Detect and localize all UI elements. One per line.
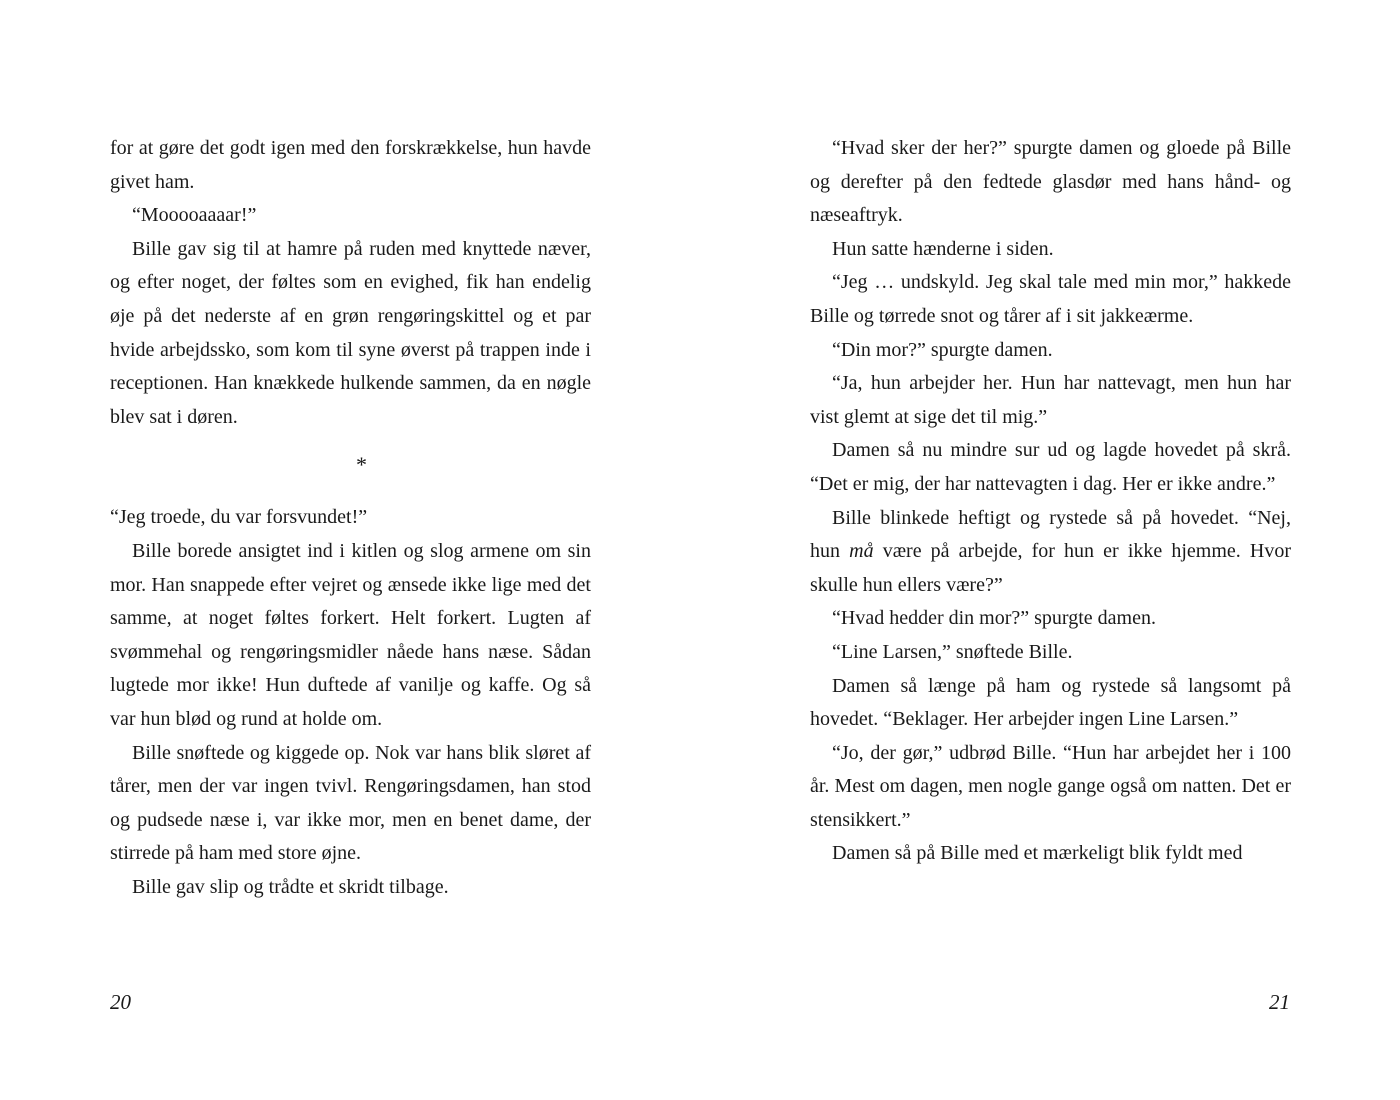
paragraph: Damen så på Bille med et mærkeligt blik fyldt med [832,842,1243,865]
paragraph: “Hvad hedder din mor?” spurgte damen. [832,607,1156,630]
left-text-after-break [110,501,591,904]
left-page [110,132,591,904]
left-text-before-break [110,132,591,434]
paragraph: Bille borede ansigtet ind i kitlen og slog armene om sin mor. Han snappede efter vejret og ænsede ikke lige med det samme, at noget føltes forkert. Helt forkert. Lugten af svømmehal og rengøringsmidler nåede hans næse. Sådan lugtede mor ikke! Hun duftede af vanilje og kaffe. Og så var hun blød og rund at holde om. [110,539,591,730]
paragraph: Bille gav sig til at hamre på ruden med knyttede næver, og efter noget, der føltes som en evighed, fik han endelig øje på det nederste af en grøn rengøringskittel og et par hvide arbejdssko, som kom til syne øverst på trappen inde i receptionen. Han knækkede hulkende sammen, da en nøgle blev sat i døren. [110,237,591,428]
paragraph: “Hvad sker der her?” spurgte damen og gloede på Bille og derefter på den fedtede glasdør med hans hånd- og næseaftryk. [810,137,1291,227]
text-run: Bille blinkede heftigt og rystede så på hovedet. “Nej, hun [810,506,1291,563]
scene-break-asterisk: * [356,452,367,478]
emphasized-word: må [849,540,874,563]
page-number-left: 20 [110,990,131,1014]
paragraph: “Din mor?” spurgte damen. [832,338,1053,361]
paragraph: “Line Larsen,” snøftede Bille. [832,640,1073,663]
paragraph: for at gøre det godt igen med den forskrækkelse, hun havde givet ham. [110,137,591,193]
paragraph-with-emphasis [810,502,1291,603]
paragraph: “Ja, hun arbejder her. Hun har nattevagt, men hun har vist glemt at sige det til mig.” [810,372,1291,428]
paragraph: Hun satte hænderne i siden. [832,237,1054,260]
right-text [810,132,1291,871]
paragraph: “Mooooaaaar!” [132,204,257,227]
paragraph: “Jeg troede, du var forsvundet!” [110,506,368,529]
paragraph: Bille snøftede og kiggede op. Nok var hans blik sløret af tårer, men der var ingen tvivl. Rengøringsdamen, han stod og pudsede næse i, var ikke mor, men en benet dame, der stirrede på ham med store øjne. [110,741,591,865]
paragraph: Bille gav slip og trådte et skridt tilbage. [132,875,449,898]
right-page [810,132,1291,871]
paragraph: Damen så nu mindre sur ud og lagde hovedet på skrå. “Det er mig, der har nattevagten i dag. Her er ikke andre.” [810,439,1291,495]
paragraph: Damen så længe på ham og rystede så langsomt på hovedet. “Beklager. Her arbejder ingen Line Larsen.” [810,674,1291,731]
paragraph: “Jeg … undskyld. Jeg skal tale med min mor,” hakkede Bille og tørrede snot og tårer af i sit jakkeærme. [810,271,1291,327]
text-run: være på arbejde, for hun er ikke hjemme. Hvor skulle hun ellers være?” [810,540,1292,596]
page-number-right: 21 [1269,990,1290,1014]
paragraph: “Jo, der gør,” udbrød Bille. “Hun har arbejdet her i 100 år. Mest om dagen, men nogle gange også om natten. Det er stensikkert.” [810,741,1291,831]
